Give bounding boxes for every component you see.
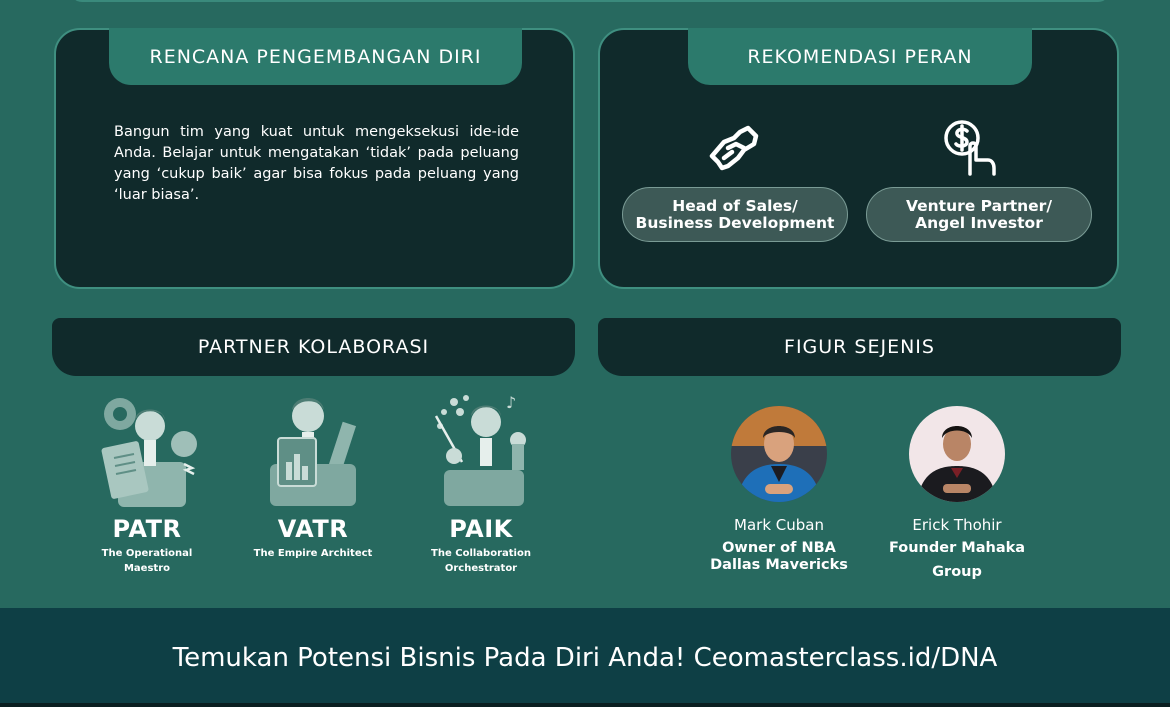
collaboration-orchestrator-illustration [426, 392, 536, 507]
figure-role [862, 536, 1052, 584]
figure-role-line: Founder Mahaka [888, 540, 1026, 556]
svg-text:♪: ♪ [506, 393, 517, 412]
role-pill-head-of-sales [622, 187, 848, 242]
partner-vatr [238, 392, 388, 561]
development-plan-card [54, 28, 575, 289]
handshake-icon [704, 118, 764, 178]
footer-banner [0, 608, 1170, 707]
role-line: Angel Investor [915, 213, 1043, 232]
development-plan-text: Bangun tim yang kuat untuk mengeksekusi ide-ide Anda. Belajar untuk mengatakan ‘tidak’ pada peluang yang ‘cukup baik’ agar bisa fokus pada peluang yang ‘luar biasa’. [114, 124, 519, 203]
figure-name: Erick Thohir [912, 516, 1002, 534]
dollar-touch-icon [940, 118, 1000, 178]
partner-subtitle [72, 546, 222, 576]
partner-code: PAIK [449, 515, 513, 543]
partner-paik [406, 392, 556, 576]
role-line: Venture Partner/ [905, 196, 1052, 215]
partner-subtitle [406, 546, 556, 576]
figure-erick-thohir [862, 406, 1052, 584]
partner-code: VATR [277, 515, 349, 543]
footer-call-to-action: Temukan Potensi Bisnis Pada Diri Anda! Ceomasterclass.id/DNA [172, 642, 998, 673]
partner-subtitle-line: The Empire Architect [253, 548, 373, 559]
role-line: Business Development [635, 213, 835, 232]
role-recommendation-card [598, 28, 1119, 289]
partner-subtitle-line: The Operational [101, 548, 193, 559]
figure-role [684, 540, 874, 574]
role-line: Head of Sales/ [672, 196, 798, 215]
operational-maestro-illustration [92, 392, 202, 507]
role-recommendation-title: REKOMENDASI PERAN [688, 28, 1032, 85]
figure-role-line: Group [932, 564, 982, 580]
figure-role-line: Owner of NBA [722, 540, 836, 556]
partner-subtitle [238, 546, 388, 561]
mark-cuban-photo [731, 406, 827, 502]
partner-patr [72, 392, 222, 576]
role-pill-venture-partner [866, 187, 1092, 242]
footer-bottom-edge [0, 703, 1170, 707]
similar-figures-header: FIGUR SEJENIS [598, 318, 1121, 376]
empire-architect-illustration [258, 392, 368, 507]
partner-subtitle-line: Maestro [123, 563, 170, 574]
figure-name: Mark Cuban [734, 516, 824, 534]
figure-role-line: Dallas Mavericks [710, 557, 848, 573]
partner-subtitle-line: Orchestrator [444, 563, 518, 574]
partner-collaboration-header: PARTNER KOLABORASI [52, 318, 575, 376]
partner-code: PATR [112, 515, 182, 543]
partner-subtitle-line: The Collaboration [431, 548, 531, 559]
erick-thohir-photo [909, 406, 1005, 502]
development-plan-title: RENCANA PENGEMBANGAN DIRI [109, 28, 522, 85]
top-card-edge [70, 0, 1110, 2]
figure-mark-cuban [684, 406, 874, 574]
